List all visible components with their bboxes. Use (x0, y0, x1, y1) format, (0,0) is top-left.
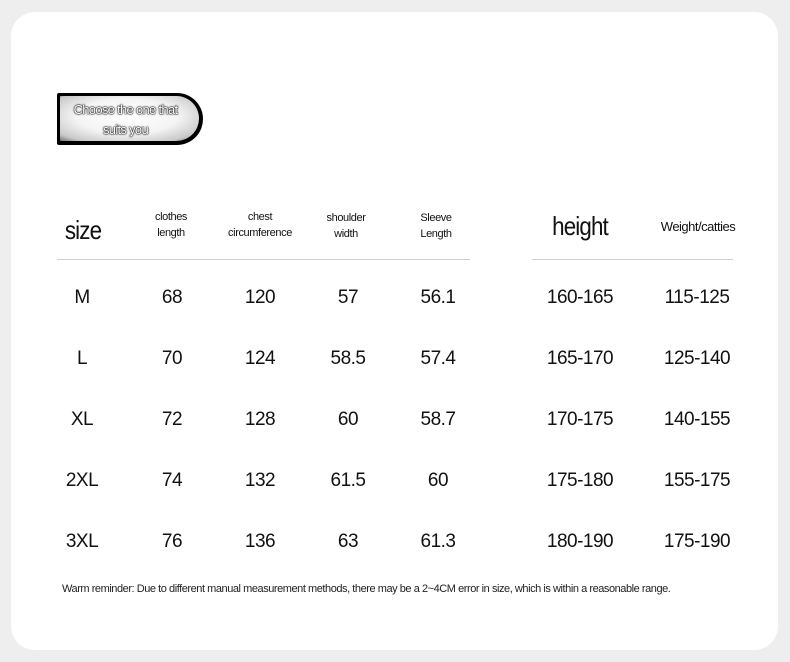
row-l-chest: 124 (244, 348, 276, 369)
header-height: height (552, 211, 608, 241)
row-xl-height: 170-175 (546, 409, 614, 430)
header-clothes-length (136, 209, 206, 241)
header-clothes-length-line-1: clothes (154, 211, 188, 223)
row-3xl-chest: 136 (244, 531, 276, 552)
row-3xl-weight: 175-190 (663, 531, 731, 552)
row-2xl-shoulder: 61.5 (330, 470, 366, 491)
row-m-weight: 115-125 (664, 287, 730, 308)
row-2xl-clothes-length: 74 (161, 470, 183, 491)
header-clothes-length-line-2: length (157, 227, 185, 239)
row-l-shoulder: 58.5 (330, 348, 366, 369)
right-table-divider (532, 259, 733, 260)
header-weight: Weight/catties (660, 219, 736, 234)
row-3xl-clothes-length: 76 (161, 531, 183, 552)
choose-badge (57, 93, 203, 145)
row-2xl-sleeve: 60 (427, 470, 449, 491)
row-2xl-height: 175-180 (546, 470, 614, 491)
row-3xl-size: 3XL (65, 531, 99, 552)
row-xl-sleeve: 58.7 (420, 409, 456, 430)
row-2xl-chest: 132 (244, 470, 276, 491)
row-3xl-sleeve: 61.3 (420, 531, 456, 552)
header-size: size (64, 215, 102, 245)
row-2xl-weight: 155-175 (663, 470, 731, 491)
row-xl-shoulder: 60 (337, 409, 359, 430)
warm-reminder-note: Warm reminder: Due to different manual measurement methods, there may be a 2~4CM error in size, which is within a reasonable range. (62, 583, 671, 595)
header-chest-line-2: circumference (228, 227, 292, 239)
badge-text (65, 100, 186, 140)
row-xl-weight: 140-155 (663, 409, 731, 430)
row-xl-clothes-length: 72 (161, 409, 183, 430)
header-sleeve-line-2: Length (420, 228, 452, 240)
row-m-shoulder: 57 (337, 287, 359, 308)
row-3xl-height: 180-190 (546, 531, 614, 552)
header-chest-circumference (215, 209, 305, 241)
header-sleeve-length (401, 210, 471, 242)
header-shoulder-line-2: width (334, 228, 358, 240)
row-m-clothes-length: 68 (161, 287, 183, 308)
row-l-size: L (76, 348, 88, 369)
header-shoulder-width (311, 210, 381, 242)
badge-line-2: suits you (102, 122, 148, 137)
row-3xl-shoulder: 63 (337, 531, 359, 552)
row-2xl-size: 2XL (65, 470, 99, 491)
row-m-size: M (74, 287, 90, 308)
row-m-height: 160-165 (546, 287, 614, 308)
header-shoulder-line-1: shoulder (326, 212, 366, 224)
row-m-sleeve: 56.1 (420, 287, 456, 308)
row-xl-size: XL (70, 409, 94, 430)
row-l-sleeve: 57.4 (420, 348, 456, 369)
row-l-height: 165-170 (546, 348, 614, 369)
row-l-clothes-length: 70 (161, 348, 183, 369)
badge-line-1: Choose the one that (73, 102, 178, 117)
left-table-divider (57, 259, 470, 260)
row-xl-chest: 128 (244, 409, 276, 430)
header-chest-line-1: chest (247, 211, 273, 223)
row-l-weight: 125-140 (663, 348, 731, 369)
row-m-chest: 120 (244, 287, 276, 308)
header-sleeve-line-1: Sleeve (420, 212, 452, 224)
